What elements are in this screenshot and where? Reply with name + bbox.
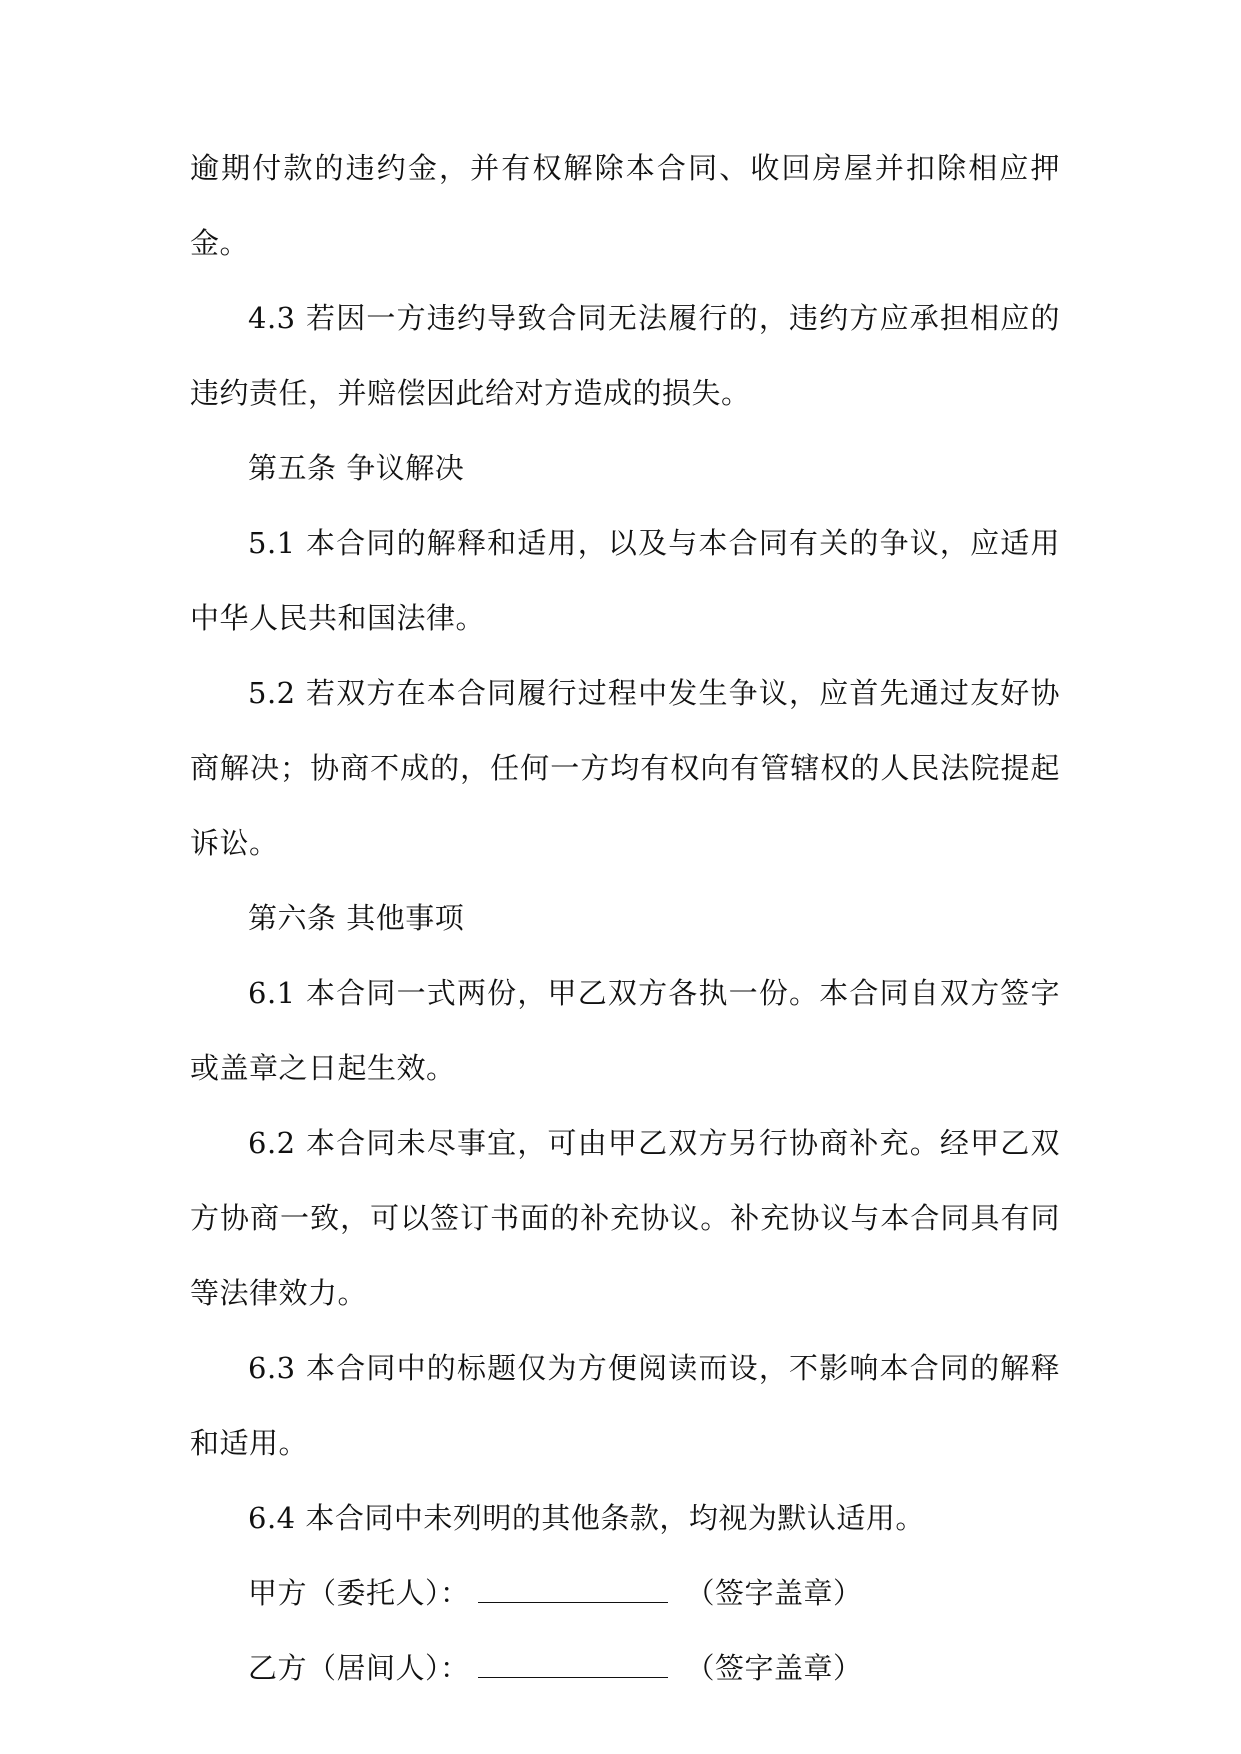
paragraph-6-3: 6.3 本合同中的标题仅为方便阅读而设，不影响本合同的解释和适用。 xyxy=(190,1351,1060,1460)
paragraph-4-3: 4.3 若因一方违约导致合同无法履行的，违约方应承担相应的违约责任，并赔偿因此给对方造成的损失。 xyxy=(190,301,1060,410)
party-a-label: 甲方（委托人）： xyxy=(248,1576,470,1610)
party-a-sign-note: （签字盖章） xyxy=(685,1576,863,1610)
signature-line-party-b xyxy=(190,1631,1060,1706)
paragraph-5-2: 5.2 若双方在本合同履行过程中发生争议，应首先通过友好协商解决；协商不成的，任何一方均有权向有管辖权的人民法院提起诉讼。 xyxy=(190,676,1060,860)
party-b-sign-note: （签字盖章） xyxy=(685,1651,863,1685)
paragraph-breach-tail: 逾期付款的违约金，并有权解除本合同、收回房屋并扣除相应押金。 xyxy=(190,151,1060,260)
paragraph-6-4: 6.4 本合同中未列明的其他条款，均视为默认适用。 xyxy=(248,1501,925,1535)
paragraph-5-1: 5.1 本合同的解释和适用，以及与本合同有关的争议，应适用中华人民共和国法律。 xyxy=(190,526,1060,635)
paragraph-6-2: 6.2 本合同未尽事宜，可由甲乙双方另行协商补充。经甲乙双方协商一致，可以签订书面的补充协议。补充协议与本合同具有同等法律效力。 xyxy=(190,1126,1060,1310)
heading-article-5: 第五条 争议解决 xyxy=(248,451,465,485)
heading-article-6: 第六条 其他事项 xyxy=(248,901,465,935)
party-b-label: 乙方（居间人）： xyxy=(248,1651,470,1685)
party-b-signature-blank xyxy=(478,1655,668,1678)
paragraph-6-1: 6.1 本合同一式两份，甲乙双方各执一份。本合同自双方签字或盖章之日起生效。 xyxy=(190,976,1060,1085)
signature-line-party-a xyxy=(190,1556,1060,1631)
document-body xyxy=(190,131,1060,1706)
party-a-signature-blank xyxy=(478,1580,668,1603)
